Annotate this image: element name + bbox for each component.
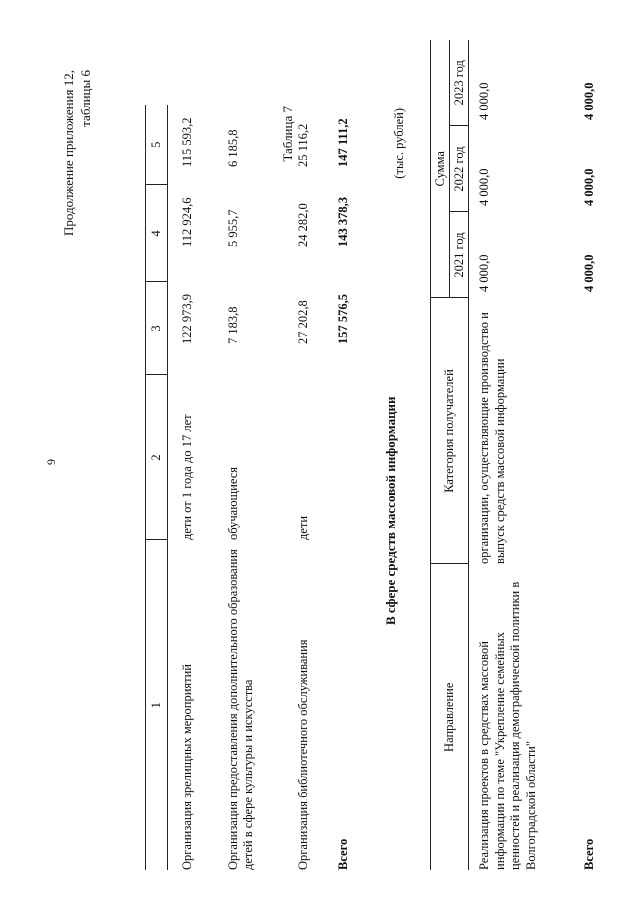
table-header-row [146,105,168,870]
total-row [571,40,607,870]
cell-value: 4 000,0 [477,254,491,292]
column-header-category: Категория получателей [431,298,469,564]
table-7-unit: (тыс. рублей) [392,108,406,179]
cell-value: 24 282,0 [296,203,310,247]
page-number: 9 [44,459,58,465]
column-header-year: 2021 год [450,212,469,298]
total-value: 4 000,0 [581,254,596,292]
row-category: дети от 1 года до 17 лет [180,414,194,540]
column-header: 1 [146,540,168,870]
total-label: Всего [336,838,350,870]
total-value: 143 378,3 [336,197,350,247]
table-7-label: Таблица 7 [280,106,295,162]
total-value: 4 000,0 [581,168,596,206]
cell-value: 25 116,2 [296,123,310,167]
total-label: Всего [581,838,596,870]
table-row [226,105,296,870]
row-name: Организация предоставления дополнительного образования детей в сфере культуры и искусства [226,549,255,870]
table-row [469,40,572,870]
cell-value: 6 185,8 [226,129,240,167]
column-header-sum: Сумма [431,40,450,298]
row-category: дети [296,515,310,540]
cell-value: 4 000,0 [477,82,491,120]
cell-value: 7 183,8 [226,306,240,344]
appendix-note-line: Продолжение приложения 12, [61,70,76,237]
table-6 [145,105,366,870]
table-7-title: В сфере средств массовой информации [383,396,398,625]
cell-value: 4 000,0 [477,168,491,206]
column-header-year: 2022 год [450,126,469,212]
table-7 [430,40,607,870]
table-row [168,105,227,870]
row-category: обучающиеся [226,466,240,540]
table-row [296,105,336,870]
row-name: Организация зрелищных мероприятий [180,664,194,870]
cell-value: 27 202,8 [296,300,310,344]
cell-value: 5 955,7 [226,209,240,247]
column-header-year: 2023 год [450,40,469,126]
total-value: 157 576,5 [336,294,350,344]
appendix-note [60,70,94,236]
column-header: 4 [146,185,168,282]
appendix-note-line: таблицы 6 [78,70,93,127]
column-header: 3 [146,282,168,375]
column-header-direction: Направление [431,564,469,870]
column-header: 5 [146,105,168,185]
total-value: 147 111,2 [336,118,350,167]
table-header-row [431,40,450,870]
total-row [336,105,366,870]
column-header: 2 [146,375,168,540]
row-name: Организация библиотечного обслуживания [296,639,310,870]
cell-value: 115 593,2 [180,117,194,167]
row-category: организации, осуществляющие производство и выпуск средств массовой информации [477,312,507,564]
row-direction: Реализация проектов в средствах массовой информации по теме "Укрепление семейных ценностей и реализация демографической политики в Волгоградской области" [477,581,538,870]
cell-value: 112 924,6 [180,197,194,247]
cell-value: 122 973,9 [180,294,194,344]
total-value: 4 000,0 [581,82,596,120]
